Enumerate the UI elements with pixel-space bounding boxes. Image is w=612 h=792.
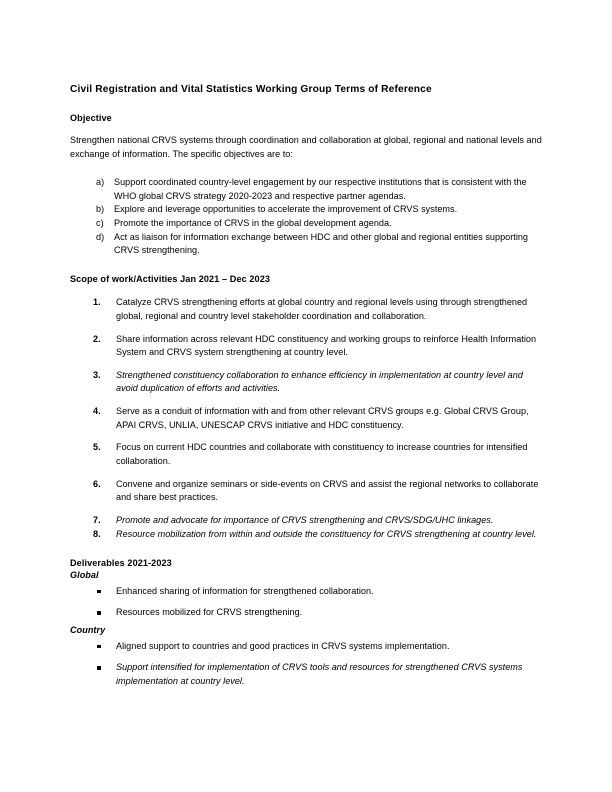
deliverables-global-list [70,585,544,620]
objective-heading: Objective [70,112,112,123]
list-item: Support intensified for implementation of CRVS tools and resources for strengthened CRVS systems implementation at country level. [70,661,544,688]
scope-list [70,296,544,541]
deliverables-global-label: Global [70,569,99,580]
document-body [70,84,544,693]
deliverables-heading: Deliverables 2021-2023 [70,558,172,569]
list-item: Serve as a conduit of information with and from other relevant CRVS groups e.g. Global CRVS Group, APAI CRVS, UNLIA, UNESCAP CRVS initiative and HDC constituency. [116,406,529,430]
list-item: Catalyze CRVS strengthening efforts at global country and regional levels using through strengthened global, regional and country level stakeholder coordination and collaboration. [116,297,528,321]
list-item: Enhanced sharing of information for strengthened collaboration. [70,585,544,599]
list-item: Promote the importance of CRVS in the global development agenda. [114,217,392,228]
list-item: Support coordinated country-level engagement by our respective institutions that is consistent with the WHO global CRVS strategy 2020-2023 and respective partner agendas. [114,176,527,201]
scope-heading: Scope of work/Activities Jan 2021 – Dec 2023 [70,273,271,284]
list-item: Act as liaison for information exchange between HDC and other global and regional entities supporting CRVS strengthening. [114,231,529,256]
deliverables-country-label: Country [70,624,106,635]
list-item: Promote and advocate for importance of CRVS strengthening and CRVS/SDG/UHC linkages. [116,514,494,525]
list-item: Share information across relevant HDC constituency and working groups to reinforce Health Information System and CRVS system strengthening at country level. [116,333,537,358]
list-item: Resources mobilized for CRVS strengthening. [70,606,544,620]
list-item: Strengthened constituency collaboration to enhance efficiency in implementation at country level and avoid duplication of efforts and activities. [116,369,523,394]
list-item: Aligned support to countries and good practices in CRVS systems implementation. [70,640,544,654]
list-item: Resource mobilization from within and outside the constituency for CRVS strengthening at country level. [116,528,537,539]
list-item: Explore and leverage opportunities to accelerate the improvement of CRVS systems. [114,204,458,215]
list-item: Focus on current HDC countries and collaborate with constituency to increase countries for intensified collaboration. [116,442,528,467]
list-item: Convene and organize seminars or side-events on CRVS and assist the regional networks to collaborate and share best practices. [116,478,539,503]
objective-list [70,176,544,258]
deliverables-country-list [70,640,544,689]
page-title: Civil Registration and Vital Statistics Working Group Terms of Reference [70,84,432,95]
objective-paragraph: Strengthen national CRVS systems through coordination and collaboration at global, regional and national levels and exchange of information. The specific objectives are to: [70,135,542,160]
